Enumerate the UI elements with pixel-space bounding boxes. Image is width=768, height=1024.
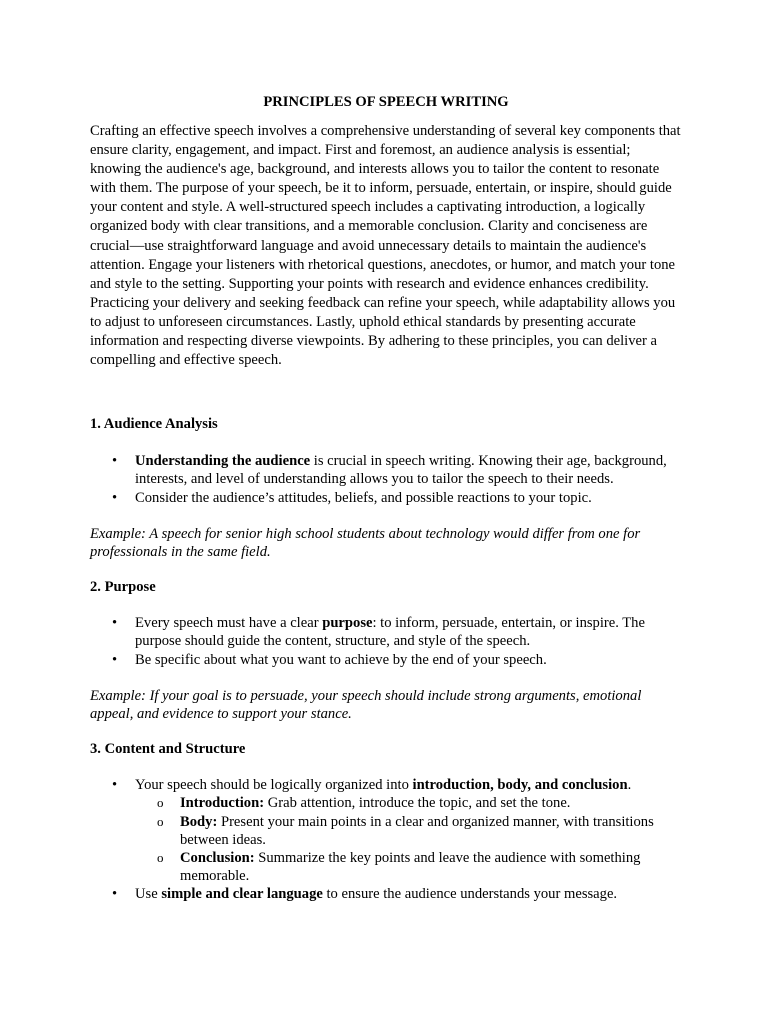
section-heading-content: 3. Content and Structure [90, 741, 246, 758]
bold-term: introduction, body, and conclusion [412, 777, 628, 794]
list-item: • Be specific about what you want to achieve by the end of your speech. [90, 651, 682, 669]
list-item: • Use simple and clear language to ensure the audience understands your message. [90, 885, 682, 903]
section-heading-audience: 1. Audience Analysis [90, 416, 218, 433]
sub-list-item: o Body: Present your main points in a clear and organized manner, with transitions between ideas. [135, 813, 682, 849]
list-item: • Consider the audience’s attitudes, beliefs, and possible reactions to your topic. [90, 489, 682, 507]
sub-list-item: o Introduction: Grab attention, introduce the topic, and set the tone. [135, 794, 682, 812]
section-heading-purpose: 2. Purpose [90, 579, 156, 596]
intro-paragraph: Crafting an effective speech involves a comprehensive understanding of several key components that ensure clarity, engagement, and impact. First and foremost, an audience analysis is essential; knowing the audience's age, background, and interests allows you to tailor the content to resonate with them. The purpose of your speech, be it to inform, persuade, entertain, or inspire, should guide your content and style. A well-structured speech includes a captivating introduction, a logically organized body with clear transitions, and a memorable conclusion. Clarity and conciseness are crucial—use straightforward language and avoid unnecessary details to maintain the audience's attention. Engage your listeners with rhetorical questions, anecdotes, or humor, and match your tone and style to the setting. Supporting your points with research and evidence enhances credibility. Practicing your delivery and seeking feedback can refine your speech, while adaptability allows you to adjust to unforeseen circumstances. Lastly, uphold ethical standards by presenting accurate information and respecting diverse viewpoints. By adhering to these principles, you can deliver a compelling and effective speech. [90, 123, 681, 369]
list-item: • Understanding the audience is crucial in speech writing. Knowing their age, background, interests, and level of understanding allows you to tailor the speech to their needs. [90, 452, 682, 488]
example-audience: Example: A speech for senior high school students about technology would differ from one for professionals in the same field. [90, 525, 641, 561]
list-item: • Every speech must have a clear purpose: to inform, persuade, entertain, or inspire. The purpose should guide the content, structure, and style of the speech. [90, 614, 682, 650]
list-item: • Your speech should be logically organized into introduction, body, and conclusion. o Introduction: Grab attention, introduce the topic, and set the tone. o Body: Present your main points in a clear and organized manner, with transitions between ideas. o Conclusion: Summarize the key points and leave the audience with something memorable. [90, 776, 682, 885]
document-title: PRINCIPLES OF SPEECH WRITING [263, 94, 509, 110]
bold-term: purpose [322, 615, 373, 632]
audience-bullet-list [90, 452, 682, 507]
content-bullet-list [90, 776, 682, 903]
bold-term: simple and clear language [161, 886, 323, 903]
example-purpose: Example: If your goal is to persuade, your speech should include strong arguments, emotional appeal, and evidence to support your stance. [90, 687, 642, 723]
sub-list-item: o Conclusion: Summarize the key points and leave the audience with something memorable. [135, 849, 682, 885]
purpose-bullet-list [90, 614, 682, 669]
document-page [90, 93, 682, 904]
structure-sub-list [135, 794, 682, 885]
bold-term: Understanding the audience [135, 453, 311, 470]
